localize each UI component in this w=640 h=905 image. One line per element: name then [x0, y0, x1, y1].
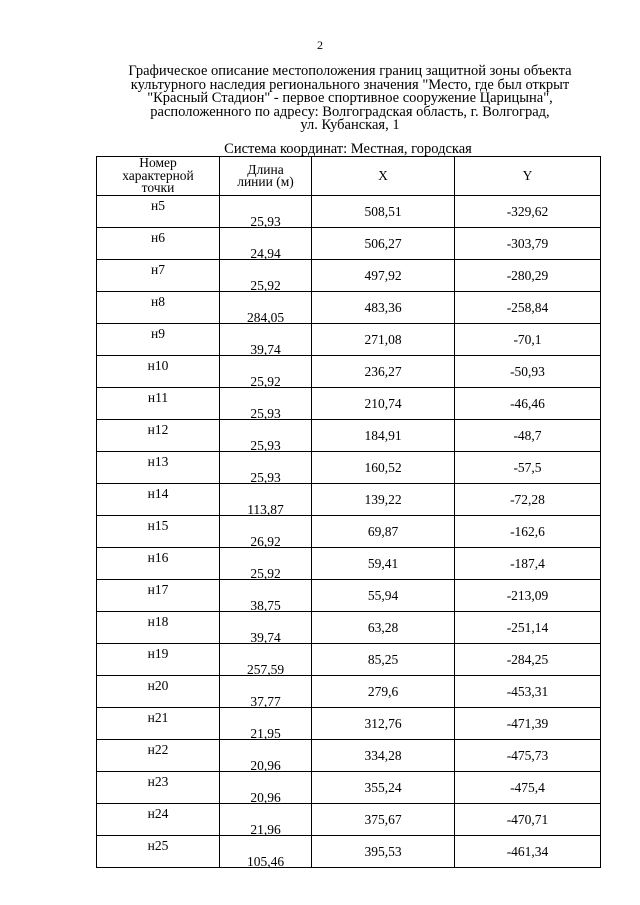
x-coordinate: 312,76	[364, 716, 402, 731]
table-row	[97, 676, 601, 708]
table-row	[97, 484, 601, 516]
point-number: н12	[147, 422, 169, 437]
header-line-length	[220, 157, 312, 196]
header-point-line: точки	[141, 180, 175, 196]
table-header-row	[97, 157, 601, 196]
length-cell	[220, 548, 312, 580]
length-cell	[220, 452, 312, 484]
y-coordinate: -48,7	[513, 428, 542, 443]
table-row	[97, 804, 601, 836]
x-cell	[312, 260, 455, 292]
title-line: Графическое описание местоположения границ защитной зоны объекта	[128, 63, 572, 79]
x-coordinate: 160,52	[364, 460, 402, 475]
title-line: "Красный Стадион" - первое спортивное сооружение Царицына",	[147, 90, 553, 106]
y-coordinate: -72,28	[510, 492, 545, 507]
x-cell	[312, 516, 455, 548]
header-point-line: характерной	[122, 167, 194, 183]
line-length: 21,95	[250, 726, 281, 741]
point-number: н11	[147, 390, 169, 405]
point-cell	[97, 196, 220, 228]
y-cell	[455, 356, 601, 388]
y-cell	[455, 548, 601, 580]
point-cell	[97, 388, 220, 420]
y-coordinate: -213,09	[506, 588, 549, 603]
point-number: н8	[151, 294, 165, 309]
table-row	[97, 612, 601, 644]
length-cell	[220, 740, 312, 772]
length-cell	[220, 484, 312, 516]
table-row	[97, 260, 601, 292]
y-cell	[455, 260, 601, 292]
y-coordinate: -471,39	[506, 716, 549, 731]
point-cell	[97, 324, 220, 356]
line-length: 25,93	[250, 470, 281, 485]
y-cell	[455, 676, 601, 708]
table-row	[97, 452, 601, 484]
y-cell	[455, 228, 601, 260]
point-number: н21	[147, 710, 169, 725]
x-cell	[312, 388, 455, 420]
line-length: 26,92	[250, 534, 281, 549]
point-number: н16	[147, 550, 169, 565]
y-coordinate: -162,6	[510, 524, 545, 539]
length-cell	[220, 388, 312, 420]
length-cell	[220, 196, 312, 228]
table-row	[97, 292, 601, 324]
x-coordinate: 497,92	[364, 268, 402, 283]
title-line: культурного наследия регионального значения "Место, где был открыт	[130, 76, 570, 93]
coordinate-system-label: Система координат: Местная, городская	[224, 141, 472, 157]
line-length: 37,77	[250, 694, 281, 709]
x-coordinate: 69,87	[367, 524, 399, 539]
x-cell	[312, 612, 455, 644]
point-cell	[97, 260, 220, 292]
page-number: 2	[317, 38, 323, 52]
y-cell	[455, 324, 601, 356]
x-coordinate: 184,91	[364, 428, 402, 443]
point-cell	[97, 356, 220, 388]
x-cell	[312, 548, 455, 580]
x-cell	[312, 196, 455, 228]
point-number: н10	[147, 358, 169, 373]
length-cell	[220, 676, 312, 708]
point-cell	[97, 644, 220, 676]
point-number: н9	[151, 326, 165, 341]
y-cell	[455, 292, 601, 324]
point-number: н5	[151, 198, 165, 213]
length-cell	[220, 324, 312, 356]
table-body	[97, 196, 601, 868]
point-cell	[97, 708, 220, 740]
table-row	[97, 228, 601, 260]
y-coordinate: -470,71	[506, 812, 549, 827]
table-row	[97, 772, 601, 804]
x-coordinate: 483,36	[364, 300, 402, 315]
point-cell	[97, 804, 220, 836]
x-coordinate: 55,94	[367, 588, 399, 603]
y-cell	[455, 516, 601, 548]
point-cell	[97, 740, 220, 772]
length-cell	[220, 420, 312, 452]
y-coordinate: -251,14	[506, 620, 549, 635]
y-cell	[455, 740, 601, 772]
x-coordinate: 279,6	[367, 684, 399, 699]
y-coordinate: -187,4	[510, 556, 545, 571]
point-number: н18	[147, 614, 169, 629]
header-point-number	[97, 157, 220, 196]
line-length: 257,59	[246, 662, 285, 677]
point-cell	[97, 484, 220, 516]
x-cell	[312, 484, 455, 516]
x-cell	[312, 420, 455, 452]
x-coordinate: 236,27	[364, 364, 402, 379]
y-coordinate: -303,79	[506, 236, 549, 251]
table-row	[97, 644, 601, 676]
length-cell	[220, 516, 312, 548]
y-cell	[455, 388, 601, 420]
point-number: н20	[147, 678, 169, 693]
table-row	[97, 836, 601, 868]
table-row	[97, 740, 601, 772]
line-length: 21,96	[250, 822, 281, 837]
y-coordinate: -46,46	[510, 396, 545, 411]
line-length: 38,75	[250, 598, 281, 613]
point-number: н6	[151, 230, 165, 245]
y-coordinate: -284,25	[506, 652, 549, 667]
point-number: н19	[147, 646, 169, 661]
x-cell	[312, 772, 455, 804]
point-cell	[97, 420, 220, 452]
y-coordinate: -475,73	[506, 748, 549, 763]
coordinates-table	[96, 156, 601, 868]
point-cell	[97, 772, 220, 804]
line-length: 105,46	[246, 854, 285, 869]
y-cell	[455, 836, 601, 868]
x-coordinate: 210,74	[364, 396, 402, 411]
point-number: н17	[147, 582, 169, 597]
x-coordinate: 395,53	[364, 844, 402, 859]
y-cell	[455, 484, 601, 516]
table-row	[97, 324, 601, 356]
y-cell	[455, 644, 601, 676]
line-length: 39,74	[250, 342, 281, 357]
x-cell	[312, 804, 455, 836]
x-cell	[312, 644, 455, 676]
y-cell	[455, 804, 601, 836]
table-row	[97, 388, 601, 420]
y-coordinate: -70,1	[513, 332, 542, 347]
y-cell	[455, 772, 601, 804]
y-cell	[455, 708, 601, 740]
table-row	[97, 516, 601, 548]
point-number: н14	[147, 486, 169, 501]
point-cell	[97, 516, 220, 548]
x-coordinate: 139,22	[364, 492, 402, 507]
x-cell	[312, 356, 455, 388]
point-number: н25	[147, 838, 169, 853]
length-cell	[220, 836, 312, 868]
length-cell	[220, 580, 312, 612]
line-length: 20,96	[250, 758, 281, 773]
header-point-line: Номер	[139, 155, 177, 171]
point-cell	[97, 580, 220, 612]
line-length: 25,93	[250, 438, 281, 453]
y-cell	[455, 196, 601, 228]
table-row	[97, 580, 601, 612]
length-cell	[220, 612, 312, 644]
point-cell	[97, 836, 220, 868]
table-row	[97, 196, 601, 228]
y-coordinate: -258,84	[506, 300, 549, 315]
line-length: 25,92	[250, 374, 281, 389]
length-cell	[220, 772, 312, 804]
point-cell	[97, 292, 220, 324]
point-cell	[97, 228, 220, 260]
length-cell	[220, 356, 312, 388]
header-y: Y	[455, 157, 601, 196]
x-coordinate: 85,25	[367, 652, 399, 667]
point-number: н22	[147, 742, 169, 757]
line-length: 284,05	[246, 310, 285, 325]
length-cell	[220, 292, 312, 324]
length-cell	[220, 644, 312, 676]
table-row	[97, 420, 601, 452]
line-length: 20,96	[250, 790, 281, 805]
title-line: расположенного по адресу: Волгоградская область, г. Волгоград,	[150, 103, 550, 120]
length-cell	[220, 228, 312, 260]
point-number: н23	[147, 774, 169, 789]
point-number: н24	[147, 806, 169, 821]
y-cell	[455, 420, 601, 452]
x-cell	[312, 676, 455, 708]
y-cell	[455, 612, 601, 644]
x-cell	[312, 292, 455, 324]
x-coordinate: 334,28	[364, 748, 402, 763]
header-length-line: линии (м)	[237, 174, 294, 189]
x-cell	[312, 740, 455, 772]
y-cell	[455, 452, 601, 484]
x-coordinate: 59,41	[367, 556, 399, 571]
line-length: 25,93	[250, 214, 281, 229]
x-cell	[312, 228, 455, 260]
x-coordinate: 63,28	[367, 620, 399, 635]
table-row	[97, 548, 601, 580]
line-length: 113,87	[247, 502, 284, 517]
header-x: X	[312, 157, 455, 196]
document-title	[100, 65, 600, 133]
length-cell	[220, 708, 312, 740]
y-coordinate: -280,29	[506, 268, 549, 283]
y-coordinate: -453,31	[506, 684, 549, 699]
x-coordinate: 355,24	[364, 780, 402, 795]
line-length: 25,92	[250, 566, 281, 581]
point-cell	[97, 452, 220, 484]
point-number: н7	[151, 262, 165, 277]
length-cell	[220, 804, 312, 836]
y-coordinate: -57,5	[513, 460, 542, 475]
y-coordinate: -461,34	[506, 844, 549, 859]
point-cell	[97, 676, 220, 708]
x-coordinate: 508,51	[364, 204, 402, 219]
point-cell	[97, 612, 220, 644]
x-cell	[312, 452, 455, 484]
x-coordinate: 375,67	[364, 812, 402, 827]
x-cell	[312, 708, 455, 740]
title-line: ул. Кубанская, 1	[300, 117, 400, 133]
x-coordinate: 271,08	[364, 332, 402, 347]
x-cell	[312, 580, 455, 612]
y-cell	[455, 580, 601, 612]
line-length: 24,94	[250, 246, 281, 261]
point-number: н13	[147, 454, 169, 469]
length-cell	[220, 260, 312, 292]
point-cell	[97, 548, 220, 580]
table-row	[97, 356, 601, 388]
header-length-line: Длина	[247, 161, 284, 177]
y-coordinate: -475,4	[510, 780, 545, 795]
point-number: н15	[147, 518, 169, 533]
y-coordinate: -50,93	[510, 364, 545, 379]
line-length: 25,92	[250, 278, 281, 293]
line-length: 39,74	[250, 630, 281, 645]
table-row	[97, 708, 601, 740]
y-coordinate: -329,62	[506, 204, 549, 219]
line-length: 25,93	[250, 406, 281, 421]
x-coordinate: 506,27	[364, 236, 402, 251]
x-cell	[312, 324, 455, 356]
x-cell	[312, 836, 455, 868]
